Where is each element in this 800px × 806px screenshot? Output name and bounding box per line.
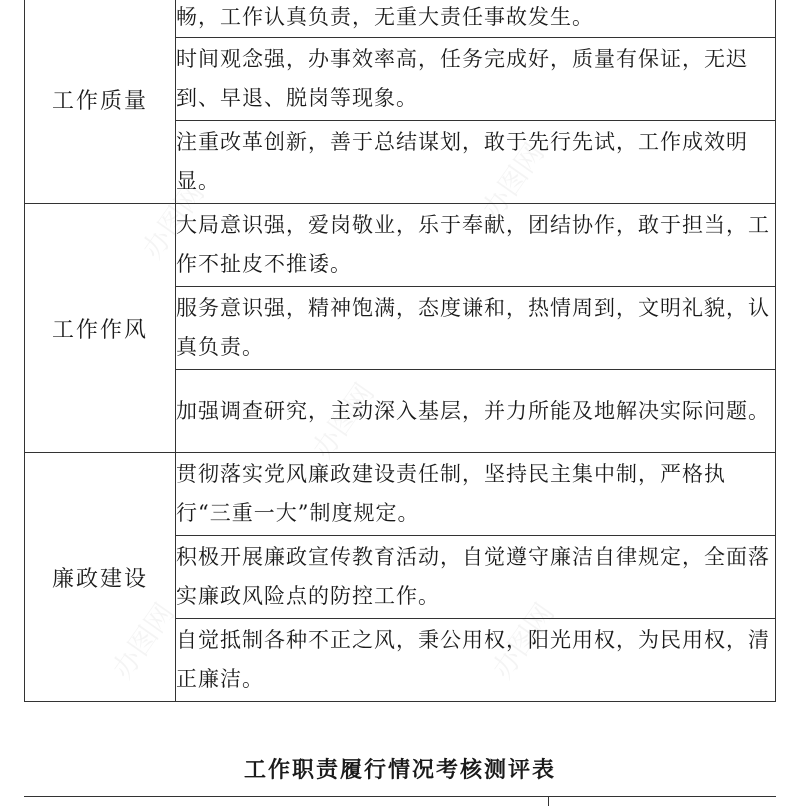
criteria-cell — [176, 0, 776, 38]
table-row — [25, 204, 776, 287]
criteria-cell: 注重改革创新，善于总结谋划，敢于先行先试，工作成效明显。 — [176, 121, 776, 204]
category-cell-integrity: 廉政建设 — [25, 453, 176, 702]
criteria-cell: 加强调查研究，主动深入基层，并力所能及地解决实际问题。 — [176, 370, 776, 453]
criteria-cell: 时间观念强，办事效率高，任务完成好，质量有保证，无迟到、早退、脱岗等现象。 — [176, 38, 776, 121]
table-row — [25, 0, 776, 38]
criteria-cell: 积极开展廉政宣传教育活动，自觉遵守廉洁自律规定，全面落实廉政风险点的防控工作。 — [176, 536, 776, 619]
table-row — [25, 453, 776, 536]
criteria-cell: 大局意识强，爱岗敬业，乐于奉献，团结协作，敢于担当，工作不扯皮不推诿。 — [176, 204, 776, 287]
evaluation-table — [24, 0, 776, 702]
next-table-top-border — [24, 796, 776, 797]
category-cell-work-quality: 工作质量 — [25, 0, 176, 204]
criteria-cell: 服务意识强，精神饱满，态度谦和，热情周到，文明礼貌，认真负责。 — [176, 287, 776, 370]
criteria-cell: 贯彻落实党风廉政建设责任制，坚持民主集中制，严格执行“三重一大”制度规定。 — [176, 453, 776, 536]
criteria-text: 畅，工作认真负责，无重大责任事故发生。 — [176, 5, 594, 29]
criteria-cell: 自觉抵制各种不正之风，秉公用权，阳光用权，为民用权，清正廉洁。 — [176, 619, 776, 702]
next-table-column-divider — [548, 796, 549, 806]
category-cell-work-style: 工作作风 — [25, 204, 176, 453]
next-table-title: 工作职责履行情况考核测评表 — [243, 757, 556, 783]
